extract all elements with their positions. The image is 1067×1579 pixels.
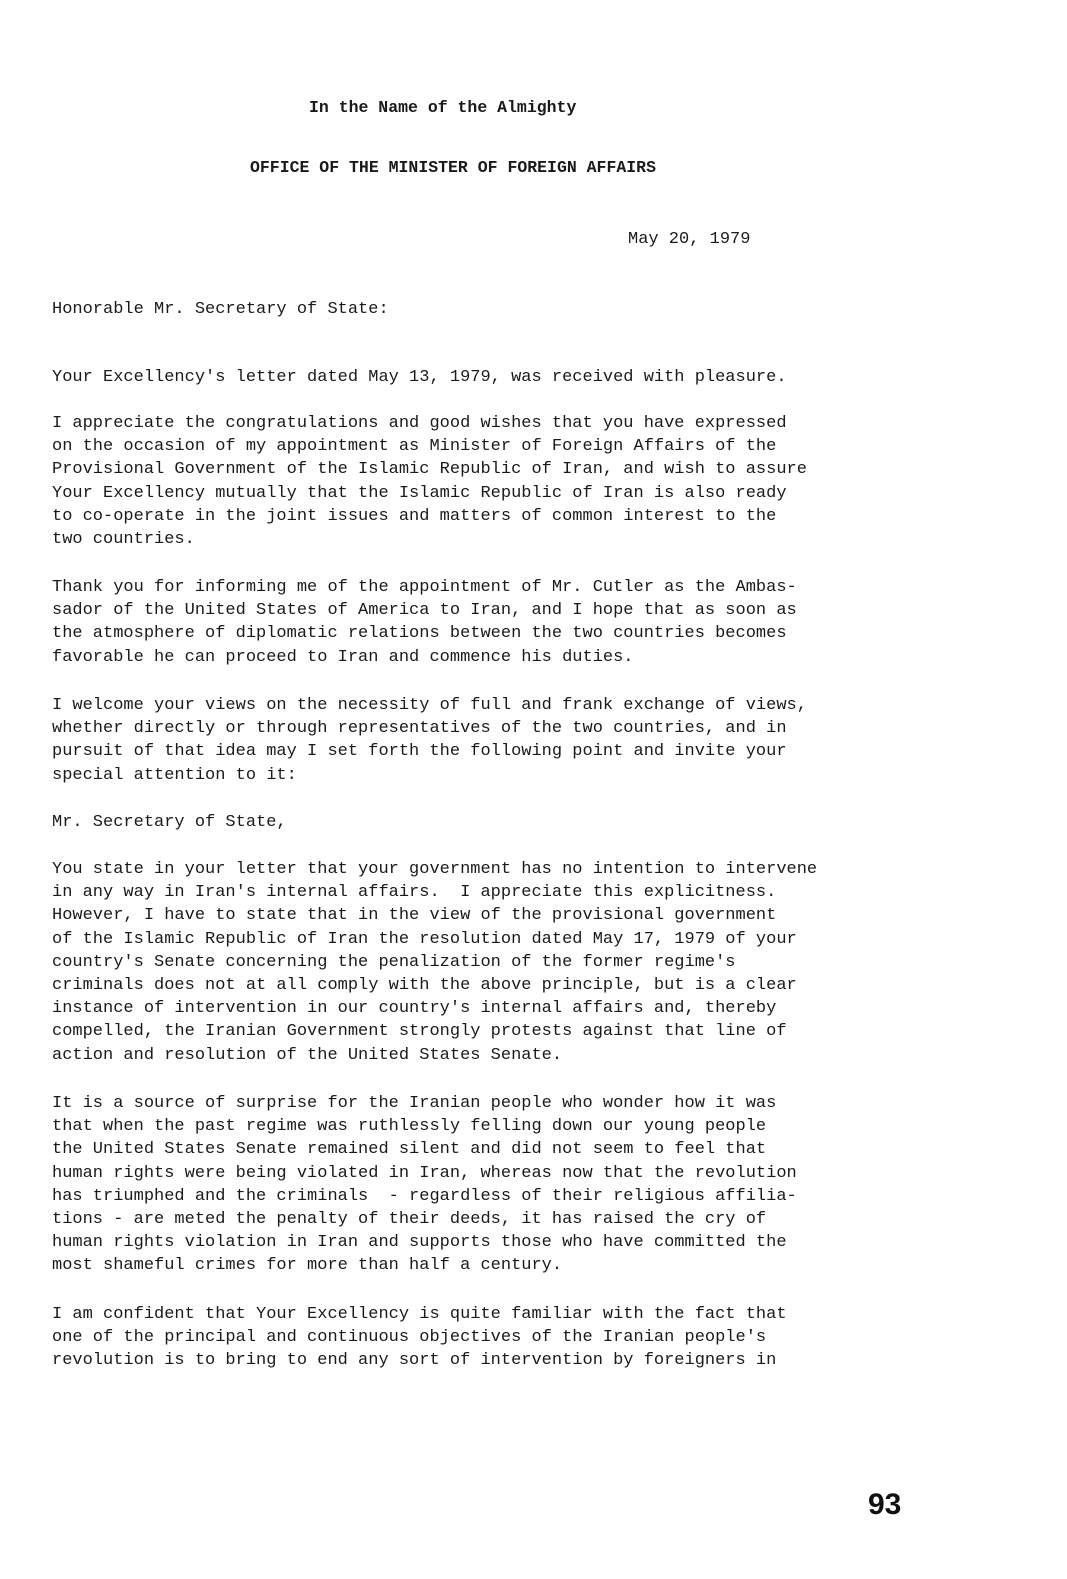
paragraph-line: in any way in Iran's internal affairs. I appreciate this explicitness. <box>52 883 777 903</box>
paragraph-line: that when the past regime was ruthlessly felling down our young people <box>52 1117 767 1137</box>
paragraph-line: compelled, the Iranian Government strongly protests against that line of <box>52 1022 787 1042</box>
letter-date: May 20, 1979 <box>628 230 751 249</box>
paragraph-line: I welcome your views on the necessity of full and frank exchange of views, <box>52 696 807 715</box>
paragraph-line: has triumphed and the criminals - regardless of their religious affilia- <box>52 1186 797 1206</box>
paragraph <box>52 1303 932 1373</box>
invocation-heading: In the Name of the Almighty <box>309 98 577 117</box>
paragraph-line: of the Islamic Republic of Iran the resolution dated May 17, 1979 of your <box>52 929 797 949</box>
paragraph-line: the atmosphere of diplomatic relations between the two countries becomes <box>52 624 787 644</box>
paragraph-line: favorable he can proceed to Iran and commence his duties. <box>52 647 634 667</box>
paragraph-line: Provisional Government of the Islamic Republic of Iran, and wish to assure <box>52 460 807 480</box>
salutation: Honorable Mr. Secretary of State: <box>52 300 389 319</box>
paragraph-line: Your Excellency mutually that the Islamic Republic of Iran is also ready <box>52 483 787 503</box>
paragraph-line: sador of the United States of America to Iran, and I hope that as soon as <box>52 601 797 621</box>
paragraph-line: most shameful crimes for more than half a century. <box>52 1256 563 1276</box>
paragraph <box>52 858 932 1067</box>
paragraph <box>52 694 932 787</box>
paragraph <box>52 412 932 551</box>
paragraph-line: country's Senate concerning the penalization of the former regime's <box>52 952 736 972</box>
paragraph-line: I appreciate the congratulations and good wishes that you have expressed <box>52 414 787 433</box>
paragraph-line: Your Excellency's letter dated May 13, 1979, was received with pleasure. <box>52 368 787 387</box>
paragraph-line: revolution is to bring to end any sort of intervention by foreigners in <box>52 1351 777 1371</box>
page-number: 93 <box>868 1488 902 1521</box>
paragraph-line: Mr. Secretary of State, <box>52 813 287 832</box>
paragraph-line: However, I have to state that in the view of the provisional government <box>52 906 777 926</box>
paragraph-line: You state in your letter that your government has no intention to intervene <box>52 860 818 879</box>
paragraph-line: criminals does not at all comply with the above principle, but is a clear <box>52 975 797 995</box>
paragraph-line: action and resolution of the United States Senate. <box>52 1045 563 1065</box>
paragraph-line: special attention to it: <box>52 765 297 785</box>
paragraph-line: on the occasion of my appointment as Minister of Foreign Affairs of the <box>52 437 777 457</box>
paragraph-line: two countries. <box>52 529 195 549</box>
paragraph <box>52 811 932 834</box>
paragraph-line: human rights violation in Iran and supports those who have committed the <box>52 1233 787 1253</box>
paragraph-line: Thank you for informing me of the appointment of Mr. Cutler as the Ambas- <box>52 578 797 597</box>
paragraph-line: pursuit of that idea may I set forth the following point and invite your <box>52 742 787 762</box>
paragraph-line: tions - are meted the penalty of their deeds, it has raised the cry of <box>52 1209 767 1229</box>
paragraph-line: I am confident that Your Excellency is quite familiar with the fact that <box>52 1305 787 1324</box>
paragraph-line: whether directly or through representatives of the two countries, and in <box>52 719 787 739</box>
paragraph-line: instance of intervention in our country's internal affairs and, thereby <box>52 999 777 1019</box>
paragraph <box>52 366 932 389</box>
paragraph-line: human rights were being violated in Iran, whereas now that the revolution <box>52 1163 797 1183</box>
paragraph-line: It is a source of surprise for the Iranian people who wonder how it was <box>52 1094 777 1113</box>
paragraph-line: the United States Senate remained silent and did not seem to feel that <box>52 1140 767 1160</box>
paragraph <box>52 1092 932 1278</box>
office-heading: OFFICE OF THE MINISTER OF FOREIGN AFFAIRS <box>250 158 656 177</box>
paragraph-line: to co-operate in the joint issues and matters of common interest to the <box>52 506 777 526</box>
paragraph-line: one of the principal and continuous objectives of the Iranian people's <box>52 1328 767 1348</box>
paragraph <box>52 576 932 669</box>
